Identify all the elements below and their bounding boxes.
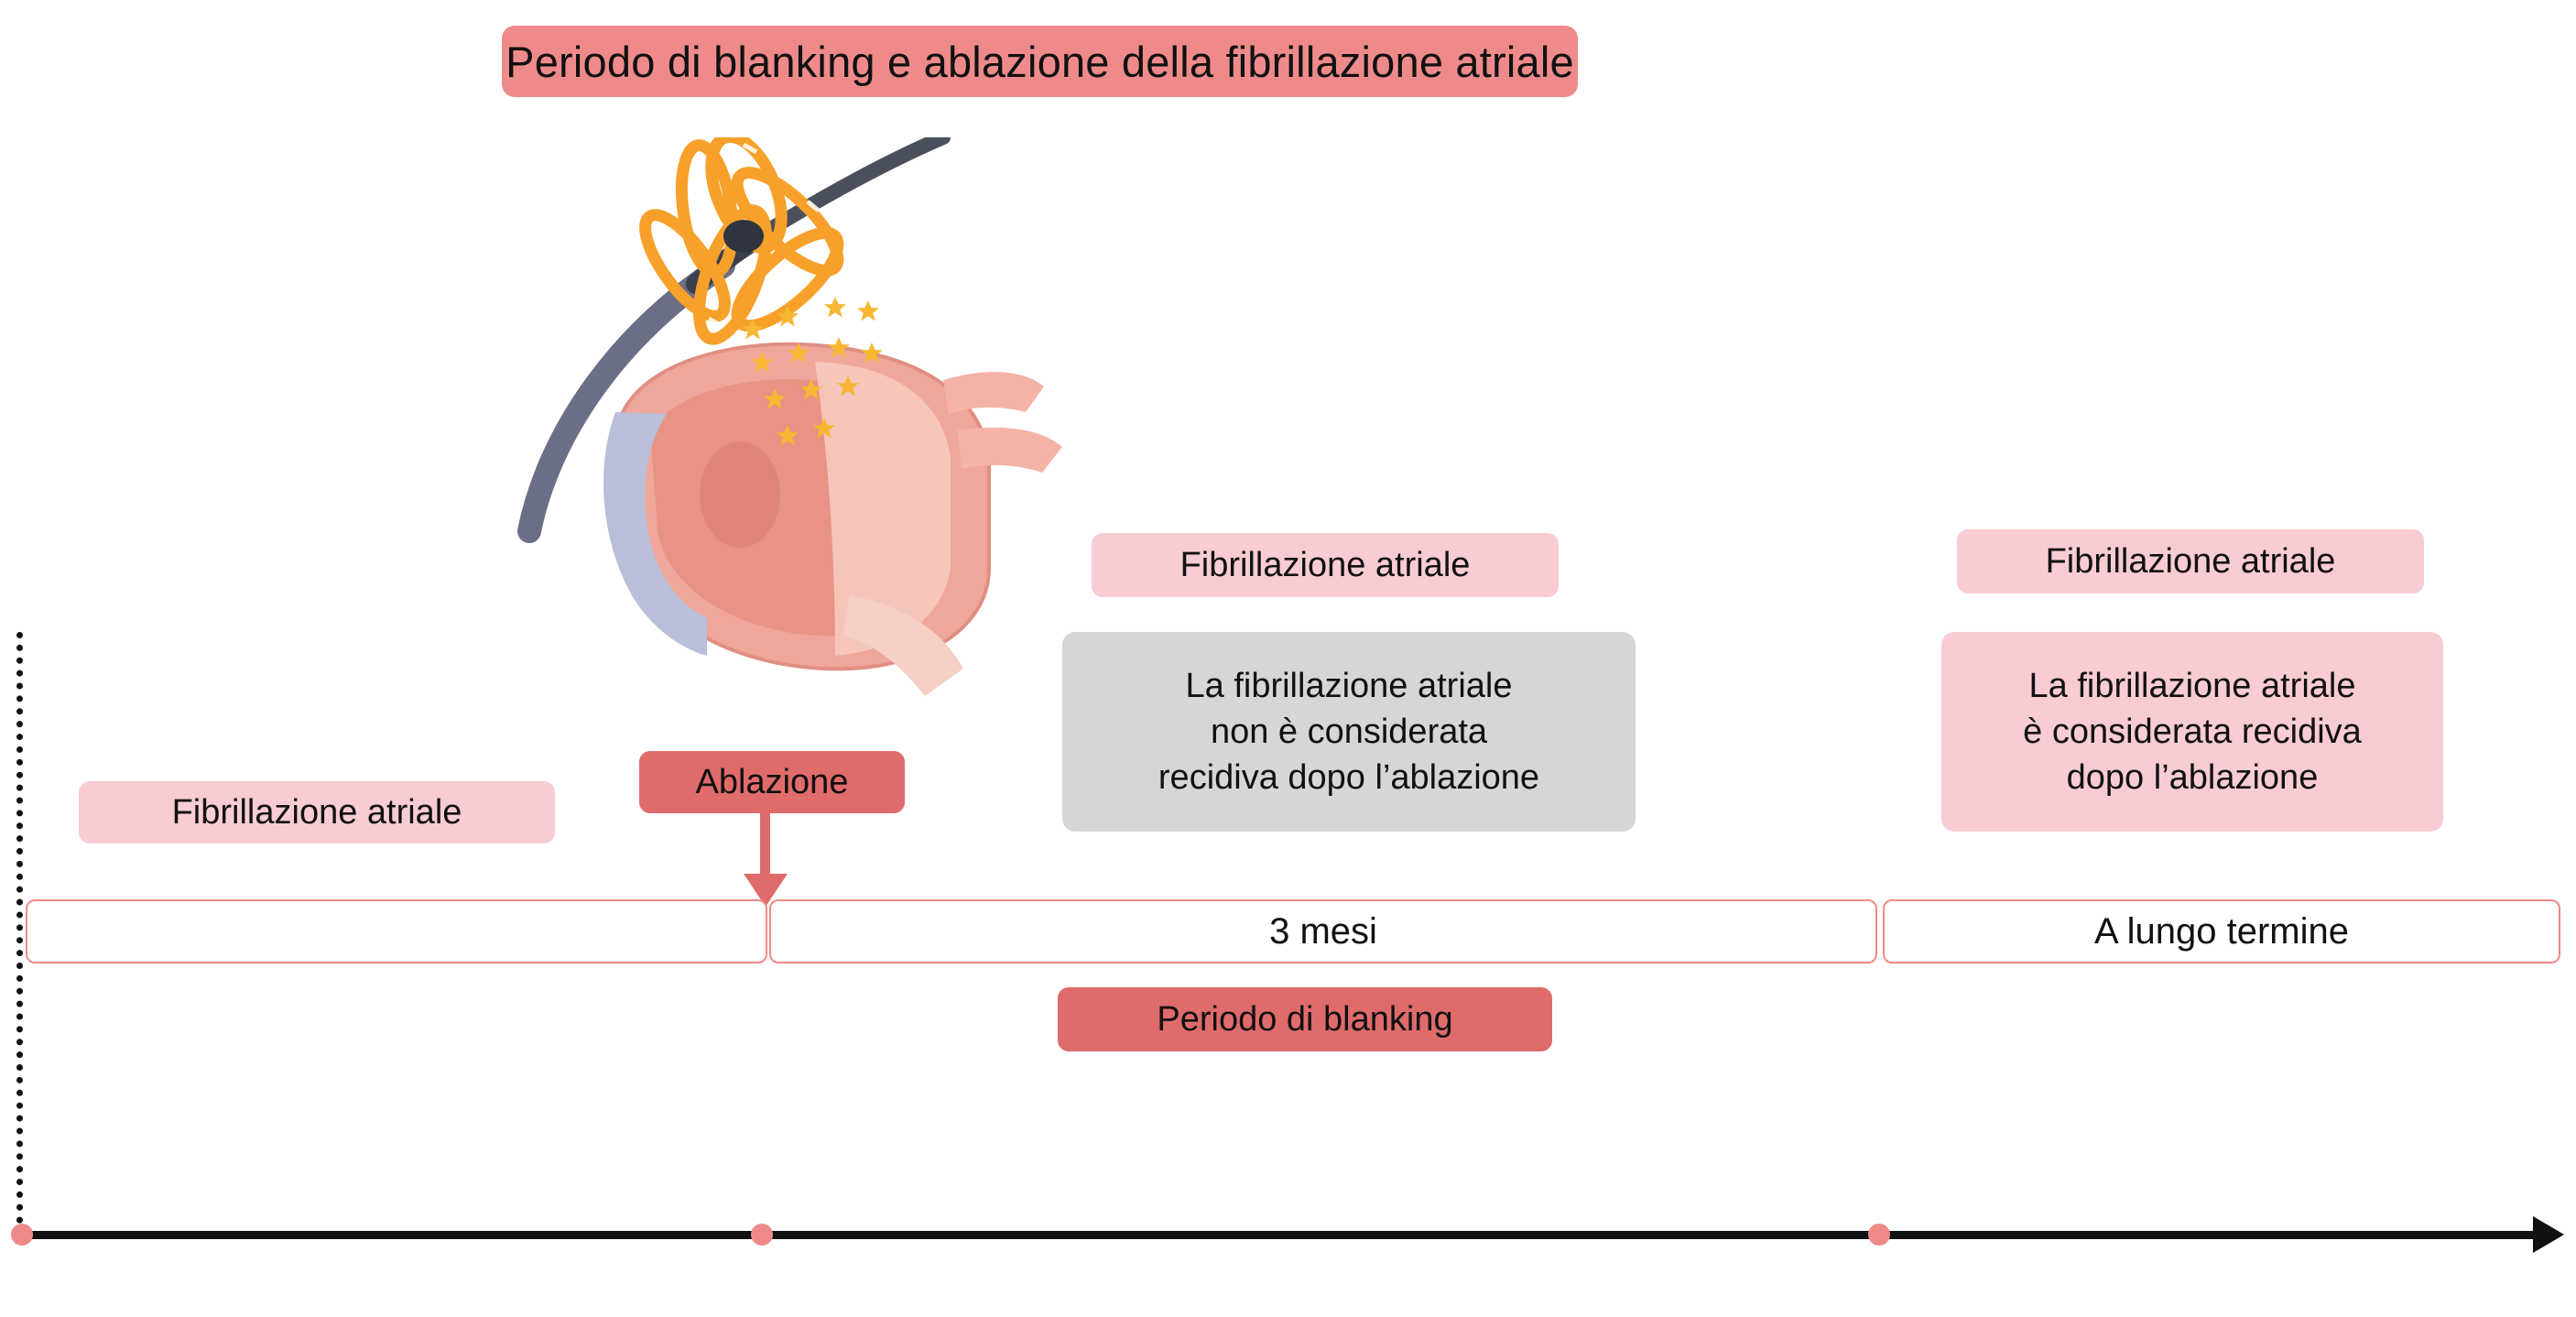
axis-dot-three-months: [1868, 1224, 1890, 1246]
description-longterm: [1941, 632, 2443, 832]
description-blanking-line2: non è considerata: [1210, 712, 1488, 751]
timeline-segment-before: [26, 899, 767, 963]
page-title: Periodo di blanking e ablazione della fibrillazione atriale: [502, 26, 1578, 97]
timeline-axis: [20, 1231, 2537, 1239]
label-af-blanking: Fibrillazione atriale: [1092, 533, 1559, 597]
timeline-segment-long-term: A lungo termine: [1883, 899, 2560, 963]
axis-dot-start: [11, 1224, 33, 1246]
description-longterm-line2: è considerata recidiva: [2023, 712, 2362, 751]
description-longterm-line3: dopo l’ablazione: [2066, 758, 2319, 798]
axis-dot-ablation: [751, 1224, 773, 1246]
description-blanking-line3: recidiva dopo l’ablazione: [1158, 758, 1540, 798]
timeline-axis-arrow-icon: [2533, 1216, 2564, 1253]
label-af-before-ablation: Fibrillazione atriale: [79, 781, 555, 844]
label-blanking-period: Periodo di blanking: [1058, 987, 1552, 1051]
label-af-longterm: Fibrillazione atriale: [1957, 529, 2424, 593]
description-longterm-line1: La fibrillazione atriale: [2028, 666, 2356, 705]
description-blanking-line1: La fibrillazione atriale: [1185, 666, 1513, 705]
axis-dotted-marker: [16, 632, 23, 1236]
timeline-segment-3-months: 3 mesi: [769, 899, 1877, 963]
description-blanking: [1062, 632, 1636, 832]
label-ablation: Ablazione: [639, 751, 905, 813]
